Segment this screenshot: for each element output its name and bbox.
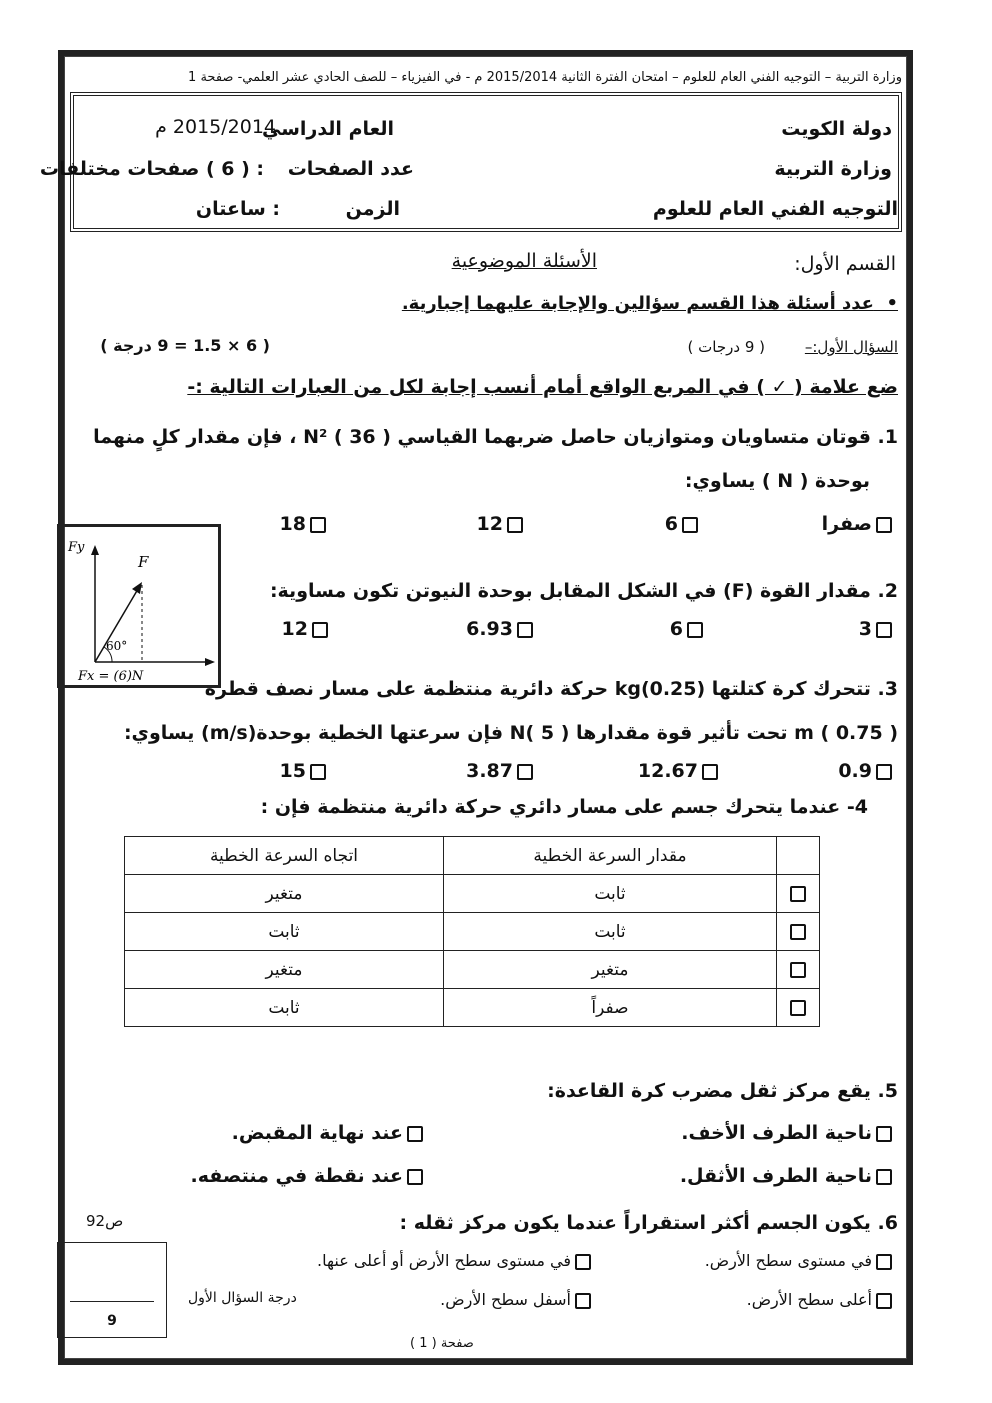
q3-option-4-label: 15 <box>279 760 306 782</box>
checkbox-icon[interactable] <box>876 622 892 638</box>
q5-option-4[interactable] <box>191 1165 427 1187</box>
checkbox-icon[interactable] <box>876 1169 892 1185</box>
checkbox-icon[interactable] <box>702 764 718 780</box>
q3-option-2[interactable] <box>638 760 722 782</box>
checkbox-icon[interactable] <box>790 924 806 940</box>
header-text: وزارة التربية – التوجيه الفني العام للعلوم – امتحان الفترة الثانية 2015/2014 م - في الفيزياء – للصف الحادي عشر العلمي- <box>237 70 902 85</box>
grade-label: درجة السؤال الأول <box>188 1290 297 1306</box>
section-note <box>402 293 898 314</box>
q2-option-1[interactable] <box>859 618 896 640</box>
q1-option-1-label: صفرا <box>821 513 872 535</box>
question1-calc: ( 6 × 1.5 = 9 درجة ) <box>100 336 270 355</box>
checkbox-icon[interactable] <box>876 1126 892 1142</box>
table-cell: ثابت <box>125 989 444 1027</box>
checkbox-icon[interactable] <box>687 622 703 638</box>
table-cell: صفراً <box>444 989 777 1027</box>
department: التوجيه الفني العام للعلوم <box>652 198 898 220</box>
q6-text: 6. يكون الجسم أكثر استقراراً عندما يكون مركز ثقله : <box>399 1212 898 1234</box>
f-label: F <box>138 553 149 571</box>
q3-text-2: m ( 0.75 ) تحت تأثير قوة مقدارها N( 5 ) فإن سرعتها الخطية بوحدة(m/s) يساوي: <box>123 722 898 744</box>
checkbox-icon[interactable] <box>682 517 698 533</box>
question1-title: السؤال الأول:– <box>804 338 898 356</box>
bullet-icon: • <box>873 293 898 314</box>
q1-option-3[interactable] <box>477 513 527 535</box>
fx-arrow-icon <box>205 658 215 666</box>
checkbox-icon[interactable] <box>517 764 533 780</box>
pages-value: : ( 6 ) صفحات مختلفات <box>39 158 264 180</box>
checkbox-icon[interactable] <box>310 517 326 533</box>
table-cell[interactable] <box>777 951 820 989</box>
page-reference: ص92 <box>86 1212 124 1230</box>
question1-instruction: ضع علامة ( ✓ ) في المربع الواقع أمام أنسب إجابة لكل من العبارات التالية :- <box>187 376 898 398</box>
q2-option-2[interactable] <box>670 618 707 640</box>
page-number: صفحة ( 1 ) <box>410 1336 474 1351</box>
q6-option-2-label: في مستوى سطح الأرض أو أعلى عنها. <box>317 1251 571 1270</box>
table-cell[interactable] <box>777 989 820 1027</box>
header-page: صفحة 1 <box>188 70 234 85</box>
q2-option-2-label: 6 <box>669 618 683 640</box>
table-cell: متغير <box>444 951 777 989</box>
q2-option-1-label: 3 <box>858 618 872 640</box>
q3-option-1-label: 0.9 <box>838 760 872 782</box>
q3-option-1[interactable] <box>838 760 896 782</box>
q5-option-1[interactable] <box>681 1122 896 1144</box>
table-cell[interactable] <box>777 875 820 913</box>
q6-option-4[interactable] <box>440 1290 595 1309</box>
q6-option-2[interactable] <box>317 1251 595 1270</box>
year-value: 2015/2014 م <box>155 116 276 138</box>
q2-option-3-label: 6.93 <box>466 618 513 640</box>
checkbox-icon[interactable] <box>876 1254 892 1270</box>
q2-text: 2. مقدار القوة (F) في الشكل المقابل بوحدة النيوتن تكون مساوية: <box>269 580 898 602</box>
checkbox-icon[interactable] <box>407 1126 423 1142</box>
q6-option-3[interactable] <box>747 1290 896 1309</box>
checkbox-column-header <box>777 837 820 875</box>
q2-option-4-label: 12 <box>281 618 308 640</box>
q5-option-3[interactable] <box>680 1165 896 1187</box>
table-cell: ثابت <box>125 913 444 951</box>
q5-option-3-label: ناحية الطرف الأثقل. <box>679 1165 872 1187</box>
f-arrow-icon <box>132 582 142 594</box>
grade-box <box>57 1242 167 1338</box>
time-value: : ساعتان <box>195 198 280 220</box>
table-row[interactable] <box>125 989 820 1027</box>
time-label: الزمن <box>345 198 400 220</box>
checkbox-icon[interactable] <box>790 962 806 978</box>
table-cell: متغير <box>125 875 444 913</box>
table-row[interactable] <box>125 875 820 913</box>
grade-value: 9 <box>107 1313 117 1329</box>
force-diagram <box>57 524 221 688</box>
section-note-text: عدد أسئلة هذا القسم سؤالين والإجابة عليهما إجبارية. <box>401 293 874 314</box>
ministry: وزارة التربية <box>774 158 892 180</box>
q6-option-1[interactable] <box>705 1251 896 1270</box>
q1-option-1[interactable] <box>822 513 896 535</box>
checkbox-icon[interactable] <box>876 1293 892 1309</box>
q2-option-3[interactable] <box>466 618 537 640</box>
q2-option-4[interactable] <box>282 618 332 640</box>
checkbox-icon[interactable] <box>790 1000 806 1016</box>
table-row[interactable] <box>125 913 820 951</box>
column-header: مقدار السرعة الخطية <box>444 837 777 875</box>
checkbox-icon[interactable] <box>575 1254 591 1270</box>
checkbox-icon[interactable] <box>507 517 523 533</box>
force-diagram-svg <box>60 527 218 685</box>
table-cell: ثابت <box>444 875 777 913</box>
exam-header <box>80 70 902 85</box>
q3-option-3[interactable] <box>466 760 537 782</box>
table-cell[interactable] <box>777 913 820 951</box>
q4-table <box>124 836 820 1027</box>
checkbox-icon[interactable] <box>876 517 892 533</box>
q1-option-4-label: 18 <box>279 513 306 535</box>
q6-option-3-label: أعلى سطح الأرض. <box>746 1290 872 1309</box>
q1-option-4[interactable] <box>280 513 330 535</box>
angle-label: 60° <box>106 639 128 653</box>
fx-label: Fx = (6)N <box>78 669 144 684</box>
q5-text: 5. يقع مركز ثقل مضرب كرة القاعدة: <box>547 1080 898 1102</box>
q1-text-2: بوحدة ( N ) يساوي: <box>684 470 870 492</box>
fy-arrow-icon <box>91 545 99 555</box>
year-label: العام الدراسي <box>261 118 394 140</box>
checkbox-icon[interactable] <box>312 622 328 638</box>
checkbox-icon[interactable] <box>517 622 533 638</box>
checkbox-icon[interactable] <box>310 764 326 780</box>
table-cell: ثابت <box>444 913 777 951</box>
q1-option-3-label: 12 <box>476 513 503 535</box>
pages-label: عدد الصفحات <box>287 158 414 180</box>
q5-option-4-label: عند نقطة في منتصفه. <box>190 1165 403 1187</box>
q5-option-1-label: ناحية الطرف الأخف. <box>681 1122 872 1144</box>
q4-text: 4- عندما يتحرك جسم على مسار دائري حركة دائرية منتظمة فإن : <box>260 796 868 818</box>
q3-option-4[interactable] <box>280 760 330 782</box>
q1-option-2-label: 6 <box>664 513 678 535</box>
checkbox-icon[interactable] <box>790 886 806 902</box>
column-header: اتجاه السرعة الخطية <box>125 837 444 875</box>
fy-label: Fy <box>68 540 85 555</box>
country: دولة الكويت <box>781 118 892 140</box>
q3-option-2-label: 12.67 <box>637 760 698 782</box>
q5-option-2-label: عند نهاية المقبض. <box>231 1122 403 1144</box>
q3-text: 3. تتحرك كرة كتلتها kg(0.25) حركة دائرية منتظمة على مسار نصف قطره <box>204 678 898 700</box>
q6-option-4-label: أسفل سطح الأرض. <box>440 1290 571 1309</box>
checkbox-icon[interactable] <box>407 1169 423 1185</box>
table-header-row <box>125 837 820 875</box>
q1-text: 1. قوتان متساويان ومتوازيان حاصل ضربهما القياسي N² ( 36 ) ، فإن مقدار كلٍ منهما <box>93 426 898 448</box>
checkbox-icon[interactable] <box>876 764 892 780</box>
q1-option-2[interactable] <box>665 513 702 535</box>
q6-option-1-label: في مستوى سطح الأرض. <box>704 1251 872 1270</box>
section-label: القسم الأول: <box>794 253 896 275</box>
q3-option-3-label: 3.87 <box>466 760 513 782</box>
grade-divider <box>70 1301 154 1302</box>
table-row[interactable] <box>125 951 820 989</box>
q5-option-2[interactable] <box>232 1122 427 1144</box>
table-cell: متغير <box>125 951 444 989</box>
checkbox-icon[interactable] <box>575 1293 591 1309</box>
section-title: الأسئلة الموضوعية <box>451 250 597 272</box>
question1-grade: ( 9 درجات ) <box>687 338 765 356</box>
